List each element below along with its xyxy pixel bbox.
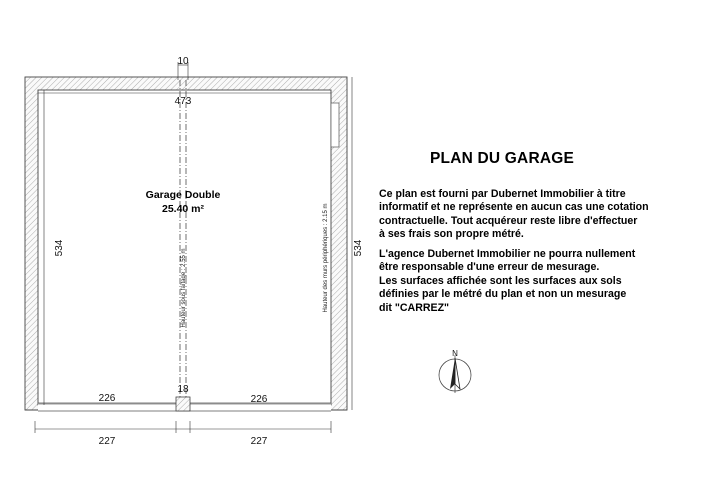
compass-icon (439, 355, 471, 393)
disclaimer-line: contractuelle. Tout acquéreur reste libre d'effectuer (379, 214, 638, 227)
disclaimer-line: Ce plan est fourni par Dubernet Immobilier à titre (379, 188, 626, 200)
disclaimer-paragraph-2 (379, 248, 699, 315)
disclaimer-line: L'agence Dubernet Immobilier ne pourra nullement (379, 248, 636, 260)
room-area: 25.40 m² (161, 203, 205, 215)
dim-left-height: 534 (54, 239, 65, 257)
wall-height-label: Hauteur des murs périphériques : 2.15 m (323, 203, 329, 313)
disclaimer-line: dit "CARREZ" (379, 301, 450, 314)
dim-outer-right: 227 (250, 436, 268, 447)
dim-inner-right: 226 (250, 394, 268, 405)
room-name: Garage Double (145, 189, 221, 201)
disclaimer-line: définies par le métré du plan et non un mesurage (379, 288, 627, 301)
dim-outer-left: 227 (98, 436, 116, 447)
page-title: PLAN DU GARAGE (430, 150, 575, 167)
dim-top-width: 473 (174, 96, 192, 107)
disclaimer-line: Les surfaces affichée sont les surfaces aux sols (379, 274, 622, 287)
disclaimer-line: être responsable d'une erreur de mesurage. (379, 261, 600, 274)
disclaimer-line: à ses frais son propre métré. (379, 228, 524, 241)
dim-inner-left: 226 (98, 393, 116, 404)
dim-bottom-center: 18 (177, 384, 189, 395)
disclaimer-line: informatif et ne représente en aucun cas une cotation (379, 201, 649, 214)
dim-right-height: 534 (353, 239, 364, 257)
dim-top-center: 10 (177, 56, 189, 67)
ridge-height-label: Hauteur sous faîtage : 2.55 m (181, 248, 187, 328)
disclaimer-paragraph-1 (379, 188, 699, 242)
compass-north-label: N (452, 349, 458, 358)
